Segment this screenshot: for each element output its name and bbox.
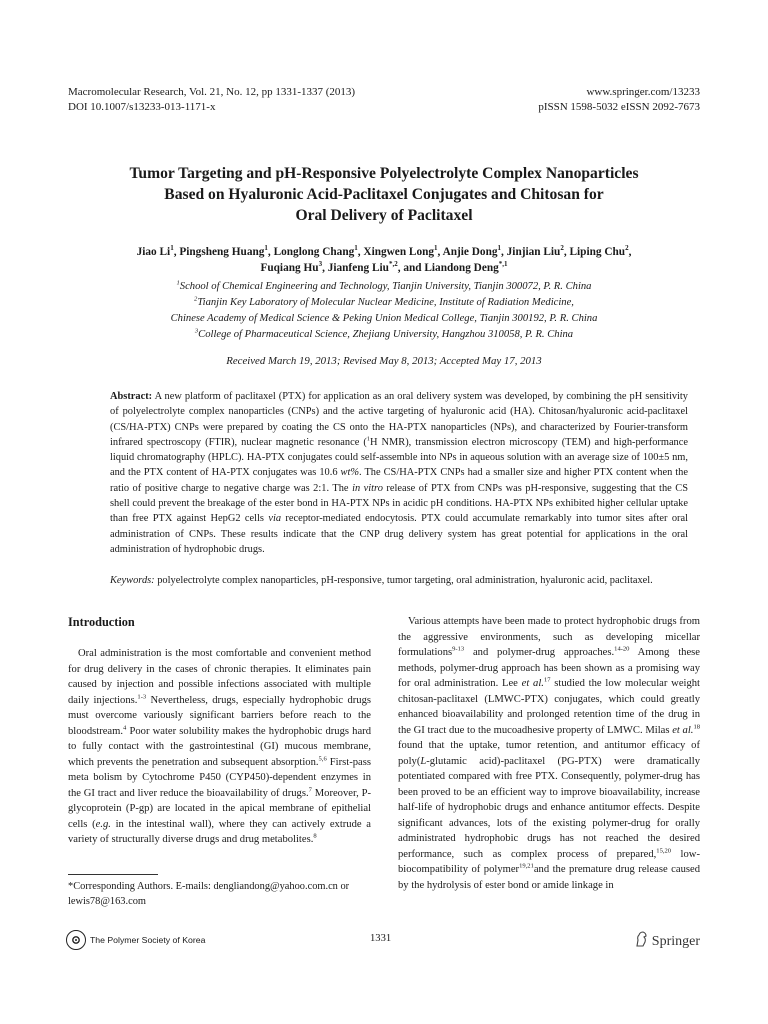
footnote-divider [68, 874, 158, 875]
journal-url[interactable]: www.springer.com/13233 [586, 86, 700, 98]
author-name: Anjie Dong [442, 246, 498, 258]
affiliation-2-cont: Chinese Academy of Medical Science & Peking Union Medical College, Tianjin 300192, P. R. China [170, 313, 598, 324]
author-name: Jinjian Liu [506, 246, 561, 258]
author-name: Fuqiang Hu [260, 262, 319, 274]
author-name: and Liandong Deng [403, 262, 499, 274]
corresponding-author-footnote: *Corresponding Authors. E-mails: dengliandong@yahoo.com.cn or lewis78@163.com [68, 881, 350, 907]
affiliation-3: $^3$College of Pharmaceutical Science, Zhejiang University, Hangzhou 310058, P. R. China [194, 327, 574, 340]
author-name: Pingsheng Huang [179, 246, 265, 258]
intro-left-column: Oral administration is the most comfortable and convenient method for drug delivery in the cases of chronic therapies. It eliminates pain caused by injection and possible infections associated with multiple daily injections.$^{1-3}$ Nevertheless, drugs, especially hydrophobic drugs must overcome variously significant barriers before reach to the bloodstream.$^4$ Poor water solubility makes the hydrophobic drugs hard to fully contact with the gastrointestinal (GI) mucous membrane, which prevents the penetration and subsequent absorption.$^{5,6}$ First-pass meta bolism by Cytochrome P450 (CYP450)-dependent enzymes in the GI tract and liver reduce the bioavailability of drugs.$^7$ Moreover, P-glycoprotein (P-gp) are located in the apical membrane of epithelial cells (e.g. in the intestinal wall), where they can actively extrude a variety of structurally diverse drugs and drug metabolites.$^8$ [68, 648, 371, 845]
journal-issn [538, 85, 700, 115]
journal-volume-line: Macromolecular Research, Vol. 21, No. 12, pp 1331-1337 (2013) [68, 86, 356, 98]
author-name: Liping Chu [569, 246, 626, 258]
journal-citation [68, 85, 355, 115]
issn-line: pISSN 1598-5032 eISSN 2092-7673 [538, 101, 700, 113]
author-name: Jiao Li [136, 246, 171, 258]
abstract-label: Abstract: [110, 391, 153, 402]
author-name: Longlong Chang [273, 246, 355, 258]
intro-right-column: Various attempts have been made to protect hydrophobic drugs from the aggressive environments, such as developing micellar formulations$^{9-13}$ and polymer-drug approaches.$^{14-20}$ Among these methods, polymer-drug approach has been shown as a promising way for oral administration. Lee et al.$^{17}$ studied the low molecular weight chitosan-paclitaxel (LMWC-PTX) conjugates, which could greatly enhanced bioavailability and prolonged retention time of the drug in the GI tract due to the mucoadhesive property of LMWC. Milas et al.$^{18}$ found that the uptake, tumor retention, and antitumor efficacy of poly(L-glutamic acid)-paclitaxel (PG-PTX) were dramatically potentiated compared with free PTX. Consequently, polymer-drug has been proved to be an efficient way to improve bioavailability, increase half-life of hydrophobic drugs and enhance antitumor effects. Despite significant advances, lots of the existing polymer-drug for orally administrated hydrophobic drugs has not reached the desired performance, such as complex process of prepared,$^{15,20}$ low-biocompatibility of polymer$^{19,21}$and the premature drug release caused by the hydrolysis of ester bond or amide linkage in [398, 616, 700, 891]
paper-title: Tumor Targeting and pH-Responsive Polyelectrolyte Complex Nanoparticles Based on Hyaluronic Acid-Paclitaxel Conjugates and Chitosan for Oral Delivery of Paclitaxel [129, 165, 639, 224]
society-name: The Polymer Society of Korea [90, 935, 206, 945]
section-heading-introduction: Introduction [68, 615, 135, 629]
abstract: Abstract: A new platform of paclitaxel (PTX) for application as an oral delivery system was developed, by combining the pH sensitivity of polyelectrolyte complex nanoparticles (CNPs) and the active targeting of hyaluronic acid (HA). Chitosan/hyaluronic acid-paclitaxel (CS/HA-PTX) CNPs were prepared by coating the CS onto the HA-PTX nanoparticles (NPs), and characterized by Fourier-transform infrared spectroscopy (FTIR), nuclear magnetic resonance ($^1$H NMR), transmission electron microscopy (TEM) and high-performance liquid chromatography (HPLC). HA-PTX conjugates could self-assemble into NPs in aqueous solution with an average size of 100±5 nm, and the PTX content of HA-PTX conjugates was 10.6 wt%. The CS/HA-PTX CNPs had a smaller size and higher PTX content when the ratio of positive charge to negative charge was 2:1. The in vitro release of PTX from CNPs was pH-responsive, suggesting that the CS shell could prevent the breakage of the ester bond in HA-PTX NPs in acidic pH conditions. HA-PTX NPs exhibited higher cellular uptake than free PTX against HepG2 cells via receptor-mediated endocytosis. PTX could accumulate remarkably into tumor sites after oral administration of CNPs. These results indicate that the CNP drug delivery system has great potential for applications in the oral administration of hydrophobic drugs. [110, 391, 689, 555]
springer-logo [634, 931, 700, 952]
author-line-2: Fuqiang Hu$^3$, Jianfeng Liu$^{*,2}$, and Liandong Deng$^{*,1}$ [260, 260, 508, 274]
page-number: 1331 [370, 933, 392, 944]
keywords-text: polyelectrolyte complex nanoparticles, pH-responsive, tumor targeting, oral administration, hyaluronic acid, paclitaxel. [154, 575, 653, 586]
springer-horse-icon [634, 931, 649, 952]
affiliations [80, 279, 688, 343]
affiliation-2: $^2$Tianjin Key Laboratory of Molecular Nuclear Medicine, Institute of Radiation Medicine, [194, 295, 574, 308]
springer-name: Springer [651, 933, 700, 949]
keywords-label: Keywords: [110, 575, 155, 586]
author-name: Jianfeng Liu [327, 262, 389, 274]
received-dates: Received March 19, 2013; Revised May 8, 2013; Accepted May 17, 2013 [226, 355, 542, 367]
affiliation-1: $^1$School of Chemical Engineering and Technology, Tianjin University, Tianjin 300072, P. R. China [176, 279, 592, 292]
author-list [70, 244, 698, 276]
keywords [110, 573, 688, 588]
society-seal-icon [66, 930, 86, 950]
author-name: Xingwen Long [363, 246, 435, 258]
doi-line: DOI 10.1007/s13233-013-1171-x [68, 101, 216, 113]
polymer-society-logo [66, 930, 205, 950]
author-line-1: Jiao Li$^1$, Pingsheng Huang$^1$, Longlong Chang$^1$, Xingwen Long$^1$, Anjie Dong$^1$, Jinjian Liu$^2$, Liping Chu$^2$, [136, 244, 632, 258]
